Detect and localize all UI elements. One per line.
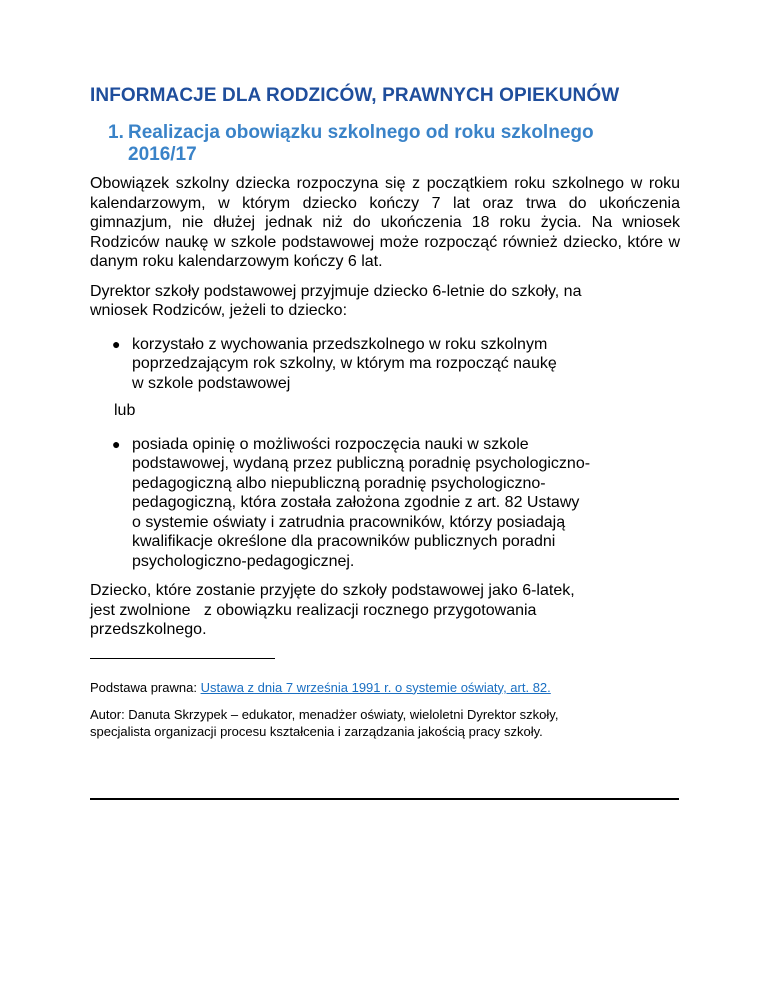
- list-item-line: posiada opinię o możliwości rozpoczęcia nauki w szkole: [132, 435, 529, 453]
- paragraph-line: Dziecko, które zostanie przyjęte do szkoły podstawowej jako 6-latek,: [90, 582, 575, 599]
- footnote-line: Autor: Danuta Skrzypek – edukator, menadżer oświaty, wieloletni Dyrektor szkoły,: [90, 706, 559, 722]
- bullet-icon: ●: [112, 335, 121, 352]
- list-item-line: poprzedzającym rok szkolny, w którym ma rozpocząć naukę: [132, 355, 557, 372]
- conditions-list: [90, 435, 680, 572]
- paragraph-obligation: Obowiązek szkolny dziecka rozpoczyna się z początkiem roku szkolnego w roku kalendarzowym, w którym dziecko kończy 7 lat oraz trwa do ukończenia gimnazjum, nie dłużej jednak niż do ukończenia 18 roku życia. Na wniosek Rodziców naukę w szkole podstawowej może rozpocząć również dziecko, które w danym roku kalendarzowym kończy 6 lat.: [90, 175, 680, 270]
- footnote-author: [90, 706, 680, 740]
- list-item-line: psychologiczno-pedagogicznej.: [132, 552, 355, 570]
- section-title-line: 2016/17: [128, 144, 197, 165]
- connector-text: lub: [114, 402, 136, 419]
- list-item-line: o systemie oświaty i zatrudnia pracowników, którzy posiadają: [132, 513, 566, 531]
- section-number: 1.: [108, 122, 124, 143]
- list-item-line: pedagogiczną albo niepubliczną poradnię psychologiczno-: [132, 474, 546, 492]
- paragraph-director: [90, 282, 680, 321]
- footnote-label: Podstawa prawna:: [90, 679, 201, 695]
- paragraph-line: Dyrektor szkoły podstawowej przyjmuje dziecko 6-letnie do szkoły, na: [90, 282, 582, 300]
- list-item-line: podstawowej, wydaną przez publiczną poradnię psychologiczno-: [132, 455, 591, 472]
- conditions-list: [90, 335, 680, 394]
- section-title: [128, 122, 680, 166]
- footnote-legal-basis: [90, 679, 680, 696]
- paragraph-exemption: [90, 581, 680, 640]
- list-item-line: pedagogiczną, która została założona zgodnie z art. 82 Ustawy: [132, 494, 580, 511]
- page-title: INFORMACJE DLA RODZICÓW, PRAWNYCH OPIEKUNÓW: [90, 85, 620, 106]
- footnote-separator: [90, 658, 275, 659]
- bottom-divider: [90, 798, 679, 800]
- legal-basis-link[interactable]: Ustawa z dnia 7 września 1991 r. o systemie oświaty, art. 82.: [200, 679, 551, 695]
- list-item: [90, 435, 680, 572]
- list-item-line: w szkole podstawowej: [132, 374, 291, 392]
- list-item-line: korzystało z wychowania przedszkolnego w roku szkolnym: [132, 335, 548, 353]
- document-page: [90, 84, 680, 740]
- footnote-line: specjalista organizacji procesu kształcenia i zarządzania jakością pracy szkoły.: [90, 723, 543, 739]
- list-item: [90, 335, 680, 394]
- section-heading: [90, 122, 680, 166]
- paragraph-line: wniosek Rodziców, jeżeli to dziecko:: [90, 302, 348, 319]
- paragraph-line: jest zwolnione z obowiązku realizacji rocznego przygotowania: [90, 601, 537, 619]
- list-item-line: kwalifikacje określone dla pracowników publicznych poradni: [132, 533, 556, 550]
- bullet-icon: ●: [112, 435, 121, 452]
- section-title-line: Realizacja obowiązku szkolnego od roku szkolnego: [128, 122, 594, 143]
- paragraph-line: przedszkolnego.: [90, 621, 207, 638]
